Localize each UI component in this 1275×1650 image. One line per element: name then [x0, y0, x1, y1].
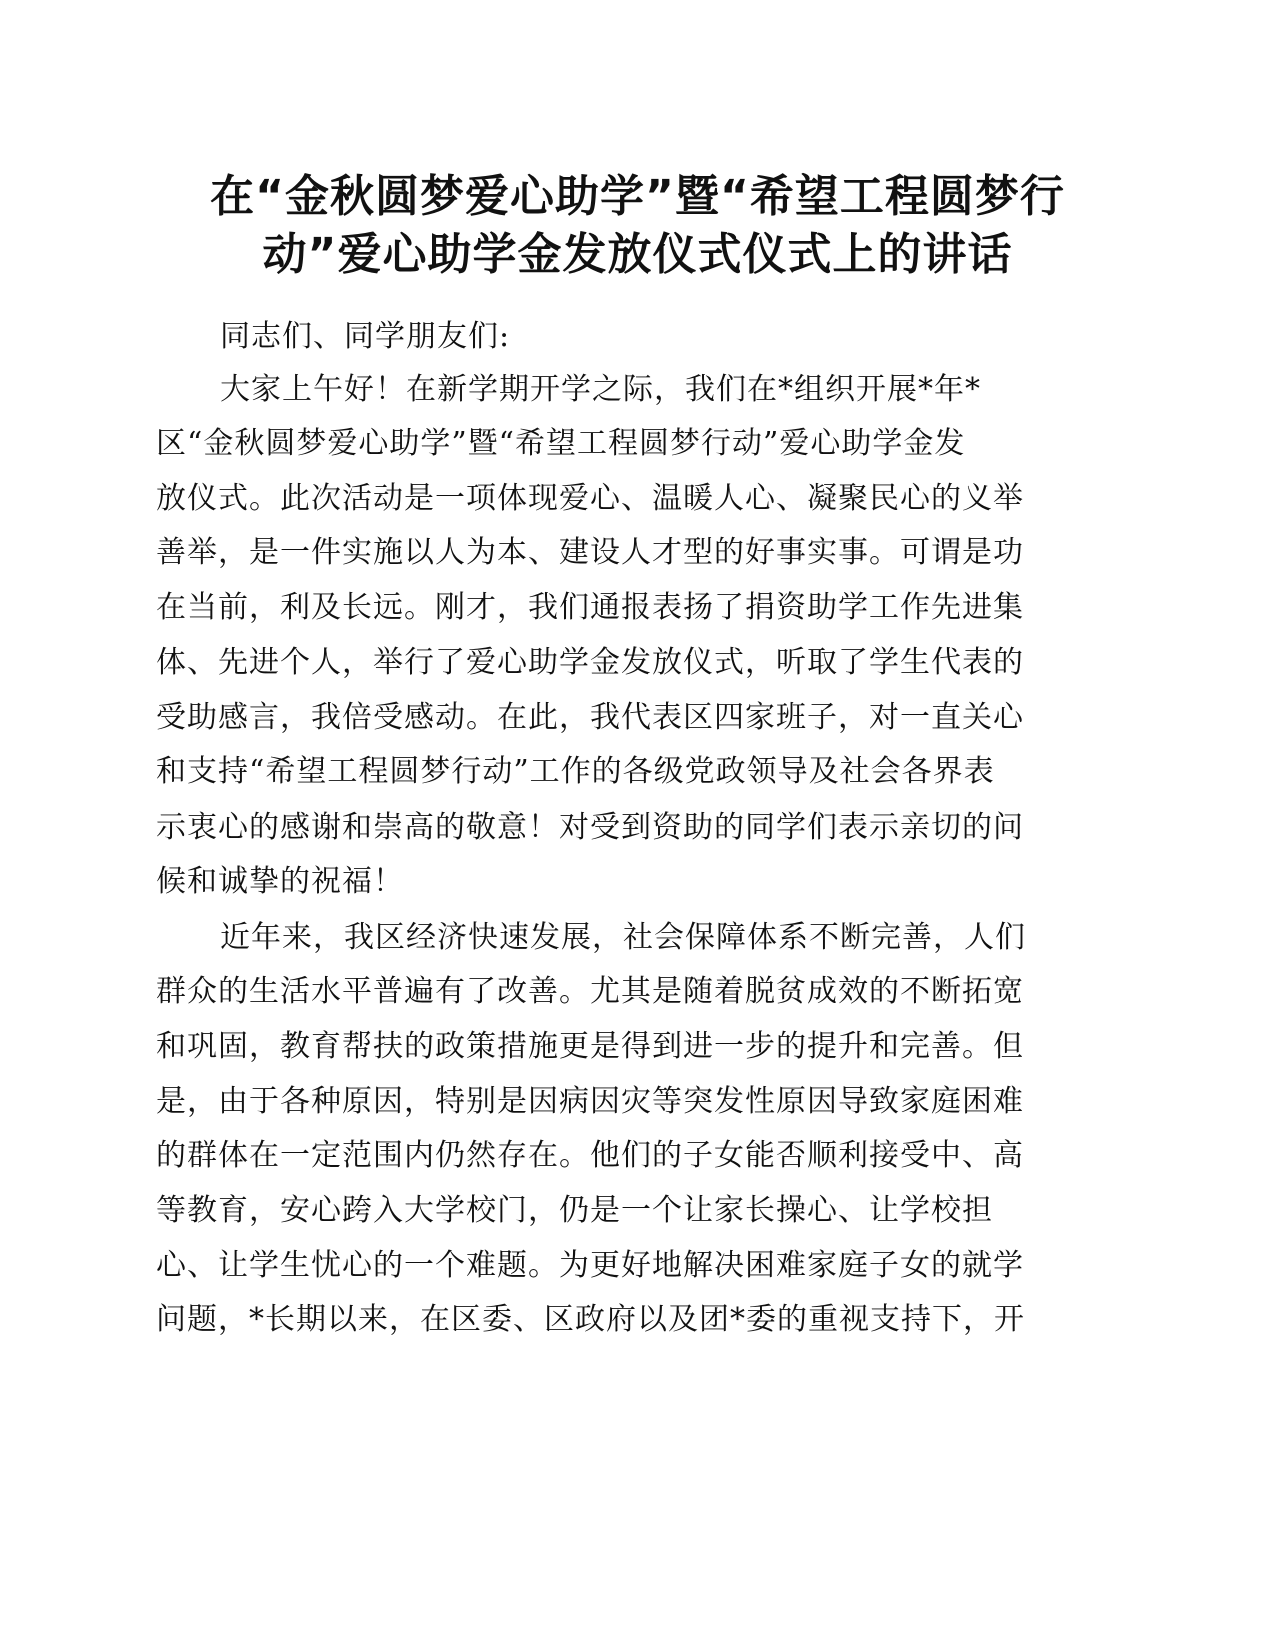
- body-line: 是，由于各种原因，特别是因病因灾等突发性原因导致家庭困难: [156, 1084, 1024, 1119]
- body-line: 善举，是一件实施以人为本、建设人才型的好事实事。可谓是功: [156, 535, 1024, 570]
- body-line: 大家上午好！在新学期开学之际，我们在*组织开展*年*: [220, 372, 981, 407]
- body-line: 的群体在一定范围内仍然存在。他们的子女能否顺利接受中、高: [156, 1138, 1024, 1173]
- page-title: [130, 168, 1145, 284]
- title-line-2: 动”爱心助学金发放仪式仪式上的讲话: [262, 229, 1013, 280]
- body-line: 候和诚挚的祝福！: [156, 864, 404, 899]
- body-line: 和支持“希望工程圆梦行动”工作的各级党政领导及社会各界表: [156, 754, 995, 789]
- body-line: 等教育，安心跨入大学校门，仍是一个让家长操心、让学校担: [156, 1193, 993, 1228]
- salutation-line: 同志们、同学朋友们:: [220, 319, 511, 354]
- body-line: 和巩固，教育帮扶的政策措施更是得到进一步的提升和完善。但: [156, 1029, 1024, 1064]
- body-line: 区“金秋圆梦爱心助学”暨“希望工程圆梦行动”爱心助学金发: [156, 426, 966, 461]
- title-line-1: 在“金秋圆梦爱心助学”暨“希望工程圆梦行: [210, 171, 1065, 222]
- body-line: 问题，*长期以来，在区委、区政府以及团*委的重视支持下，开: [156, 1302, 1025, 1337]
- body-line: 示衷心的感谢和崇高的敬意！对受到资助的同学们表示亲切的问: [156, 810, 1024, 845]
- body-line: 放仪式。此次活动是一项体现爱心、温暖人心、凝聚民心的义举: [156, 481, 1024, 516]
- body-line: 群众的生活水平普遍有了改善。尤其是随着脱贫成效的不断拓宽: [156, 974, 1024, 1009]
- body-line: 近年来，我区经济快速发展，社会保障体系不断完善，人们: [220, 920, 1026, 955]
- body-line: 受助感言，我倍受感动。在此，我代表区四家班子，对一直关心: [156, 700, 1024, 735]
- body-line: 在当前，利及长远。刚才，我们通报表扬了捐资助学工作先进集: [156, 590, 1024, 625]
- body-line: 心、让学生忧心的一个难题。为更好地解决困难家庭子女的就学: [156, 1248, 1024, 1283]
- body-line: 体、先进个人，举行了爱心助学金发放仪式，听取了学生代表的: [156, 645, 1024, 680]
